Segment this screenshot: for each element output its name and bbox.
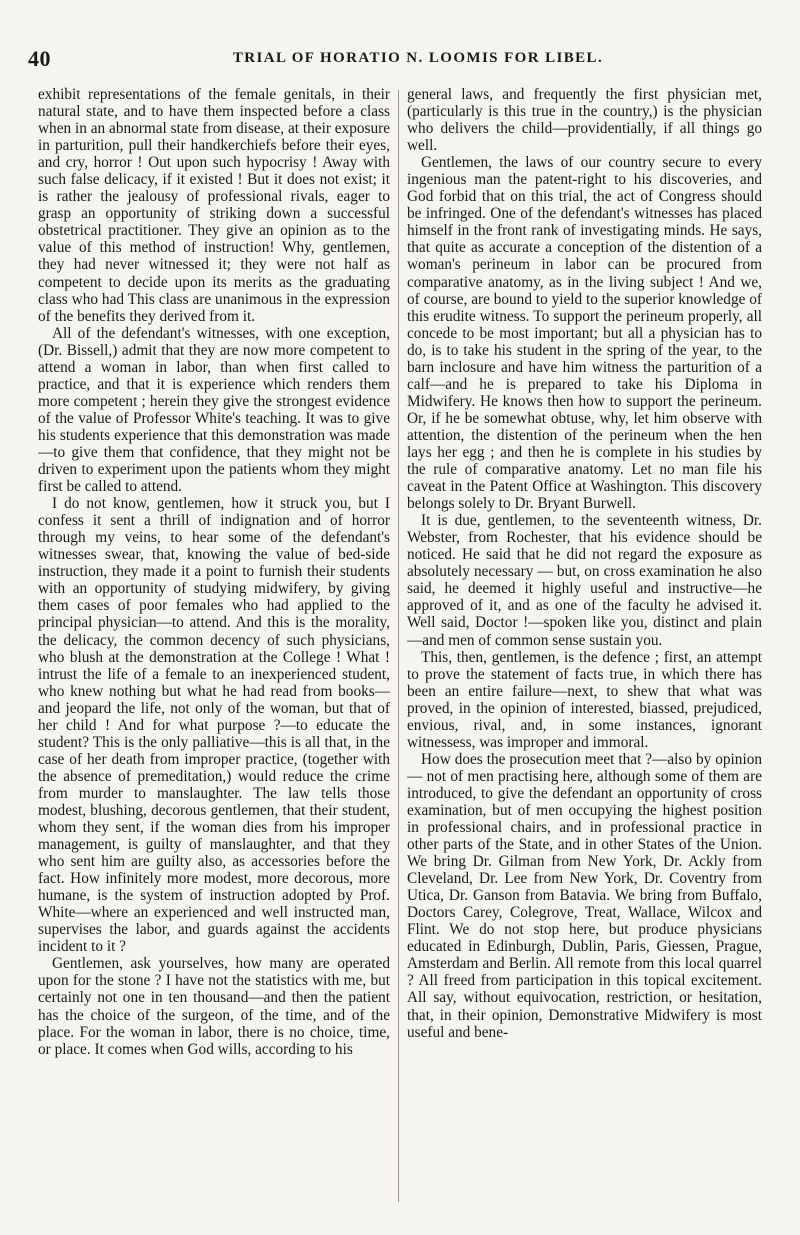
page-number: 40 [28,46,51,71]
running-head: TRIAL OF HORATIO N. LOOMIS FOR LIBEL. [232,50,604,66]
paragraph: It is due, gentlemen, to the seventeenth witness, Dr. Webster, from Rochester, that his evidence should be noticed. He said that he did not regard the exposure as absolutely necessary — but, on cross examination he also said, he deemed it highly useful and instructive—he approved of it, and as one of the faculty he advised it. Well said, Doctor !—spoken like you, distinct and plain—and men of common sense sustain you. [407,512,762,649]
left-column [38,86,390,1211]
paragraph: exhibit representations of the female genitals, in their natural state, and to have them inspected before a class when in an abnormal state from disease, at their exposure in parturition, pull their handkerchiefs before their eyes, and cry, horror ! Out upon such hypocrisy ! Away with such false delicacy, if it existed ! But it does not exist; it is rather the jealousy of professional rivals, eager to grasp an opportunity of striking down a successful obstetrical practitioner. They give an opinion as to the value of this method of instruction! Why, gentlemen, they had never witnessed it; they were not half as competent to decide upon its merits as the graduating class who had This class are unanimous in the expression of the benefits they derived from it. [38,86,390,325]
paragraph: Gentlemen, the laws of our country secure to every ingenious man the patent-right to his discoveries, and God forbid that on this trial, the act of Congress should be infringed. One of the defendant's witnesses has placed himself in the front rank of investigating minds. He says, that quite as accurate a conception of the distention of a woman's perineum in labor can be procured from comparative anatomy, as in the living subject ! And we, of course, are bound to yield to the superior knowledge of this erudite witness. To support the perineum properly, all concede to be most important; but all a physician has to do, is to take his student in the spring of the year, to the barn inclosure and have him witness the parturition of a calf—and he is prepared to take his Diploma in Midwifery. He knows then how to support the perineum. Or, if he be somewhat obtuse, why, let him observe with attention, the distention of the perineum when the hen lays her egg ; and then he is complete in his studies by the rule of comparative anatomy. Let no man file his caveat in the Patent Office at Washington. This discovery belongs solely to Dr. Bryant Burwell. [407,154,762,513]
paragraph: This, then, gentlemen, is the defence ; first, an attempt to prove the statement of facts true, in which there has been an entire failure—next, to shew that what was proved, in the opinion of interested, biassed, prejudiced, envious, rival, and, in some instances, ignorant witnessess, was improper and immoral. [407,648,762,751]
column-divider [398,90,399,1202]
paragraph: Gentlemen, ask yourselves, how many are operated upon for the stone ? I have not the statistics with me, but certainly not one in ten thousand—and then the patient has the choice of the surgeon, of the time, and of the place. For the woman in labor, there is no choice, time, or place. It comes when God wills, according to his [38,955,390,1058]
paragraph: general laws, and frequently the first physician met, (particularly is this true in the country,) is the physician who delivers the child—providentially, if all things go well. [407,86,762,155]
right-column [407,86,762,1211]
page-header [28,46,778,74]
paragraph: All of the defendant's witnesses, with one exception, (Dr. Bissell,) admit that they are now more competent to attend a woman in labor, than when first called to practice, and that it is experience which renders them more competent ; herein they give the strongest evidence of the value of Professor White's teaching. It was to give his students experience that this demonstration was made—to give them that confidence, that they might not be driven to experiment upon the patients whom they might first be called to attend. [38,324,390,496]
paragraph: How does the prosecution meet that ?—also by opinion — not of men practising here, although some of them are introduced, to give the defendant an opportunity of cross examination, but of men occupying the highest position in professional chairs, and in professional practice in other parts of the State, and in other States of the Union. We bring Dr. Gilman from New York, Dr. Ackly from Cleveland, Dr. Lee from New York, Dr. Coventry from Utica, Dr. Ganson from Batavia. We bring from Buffalo, Doctors Carey, Colegrove, Treat, Wallace, Wilcox and Flint. We do not stop here, but produce physicians educated in Edinburgh, Dublin, Paris, Giessen, Prague, Amsterdam and Berlin. All remote from this local quarrel ? All freed from participation in this topical excitement. All say, without equivocation, restriction, or hesitation, that, in their opinion, Demonstrative Midwifery is most useful and bene- [407,750,762,1041]
paragraph: I do not know, gentlemen, how it struck you, but I confess it sent a thrill of indignation and of horror through my veins, to hear some of the defendant's witnesses swear, that, knowing the value of bed-side instruction, they made it a point to furnish their students with an opportunity of studying midwifery, by giving them cases of poor females who had applied to the principal physician—to attend. And this is the morality, the delicacy, the common decency of such physicians, who blush at the demonstration at the College ! What ! intrust the life of a female to an inexperienced student, who knew nothing but what he had read from books—and jeopard the life, not only of the woman, but that of her child ! And for what purpose ?—to educate the student? This is the only palliative—this is all that, in the case of her death from improper practice, (together with the absence of premeditation,) would reduce the crime from murder to manslaughter. The law tells those modest, blushing, decorous gentlemen, that their student, whom they sent, if the woman dies from his improper management, is guilty of manslaughter, and that they who sent him are guilty also, as accessories before the fact. How infinitely more modest, more decorous, more humane, is the system of instruction adopted by Prof. White—where an experienced and well instructed man, supervises the labor, and guards against the accidents incident to it ? [38,495,390,956]
